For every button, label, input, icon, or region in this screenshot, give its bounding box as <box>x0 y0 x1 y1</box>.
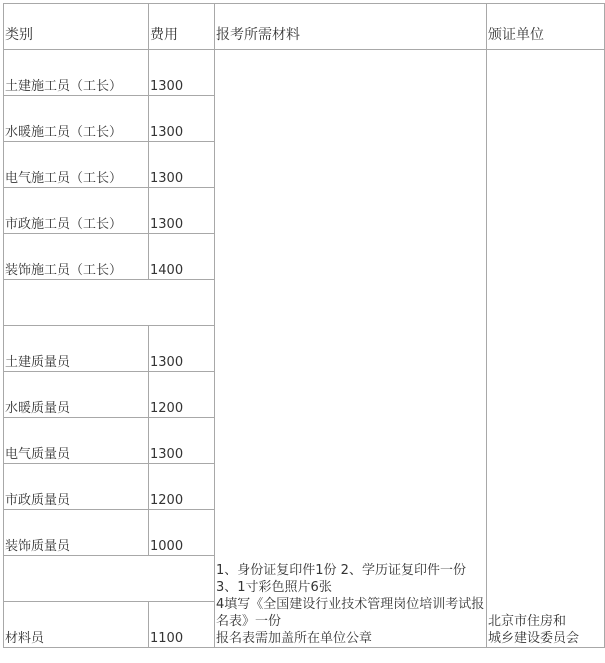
fee-cell: 1000 <box>149 510 215 556</box>
issuer-line: 城乡建设委员会 <box>488 631 580 646</box>
category-cell: 电气施工员（工长） <box>4 142 149 188</box>
materials-line: 4填写《全国建设行业技术管理岗位培训考试报 <box>216 597 485 612</box>
category-cell: 土建质量员 <box>4 326 149 372</box>
materials-line: 1、身份证复印件1份 2、学历证复印件一份 <box>216 563 466 578</box>
materials-line: 报名表需加盖所在单位公章 <box>216 631 373 646</box>
header-materials: 报考所需材料 <box>215 4 487 50</box>
issuer-cell <box>487 50 605 648</box>
fee-cell: 1300 <box>149 326 215 372</box>
category-cell: 水暖质量员 <box>4 372 149 418</box>
fee-cell: 1400 <box>149 234 215 280</box>
header-row <box>4 4 605 50</box>
exam-fee-table <box>3 3 605 648</box>
fee-cell: 1300 <box>149 418 215 464</box>
materials-cell <box>215 50 487 648</box>
header-issuer: 颁证单位 <box>487 4 605 50</box>
header-category: 类别 <box>4 4 149 50</box>
materials-line: 3、1寸彩色照片6张 <box>216 580 332 595</box>
category-cell: 装饰质量员 <box>4 510 149 556</box>
blank-cell <box>4 280 215 326</box>
materials-line: 名表》一份 <box>216 614 282 629</box>
issuer-line: 北京市住房和 <box>488 614 567 629</box>
category-cell: 电气质量员 <box>4 418 149 464</box>
fee-cell: 1200 <box>149 464 215 510</box>
fee-cell: 1300 <box>149 188 215 234</box>
header-fee: 费用 <box>149 4 215 50</box>
blank-cell <box>4 556 215 602</box>
table-row <box>4 50 605 96</box>
fee-cell: 1300 <box>149 50 215 96</box>
fee-cell: 1100 <box>149 602 215 648</box>
fee-cell: 1200 <box>149 372 215 418</box>
category-cell: 土建施工员（工长） <box>4 50 149 96</box>
category-cell: 水暖施工员（工长） <box>4 96 149 142</box>
fee-cell: 1300 <box>149 96 215 142</box>
category-cell: 市政施工员（工长） <box>4 188 149 234</box>
category-cell: 市政质量员 <box>4 464 149 510</box>
category-cell: 材料员 <box>4 602 149 648</box>
category-cell: 装饰施工员（工长） <box>4 234 149 280</box>
fee-cell: 1300 <box>149 142 215 188</box>
